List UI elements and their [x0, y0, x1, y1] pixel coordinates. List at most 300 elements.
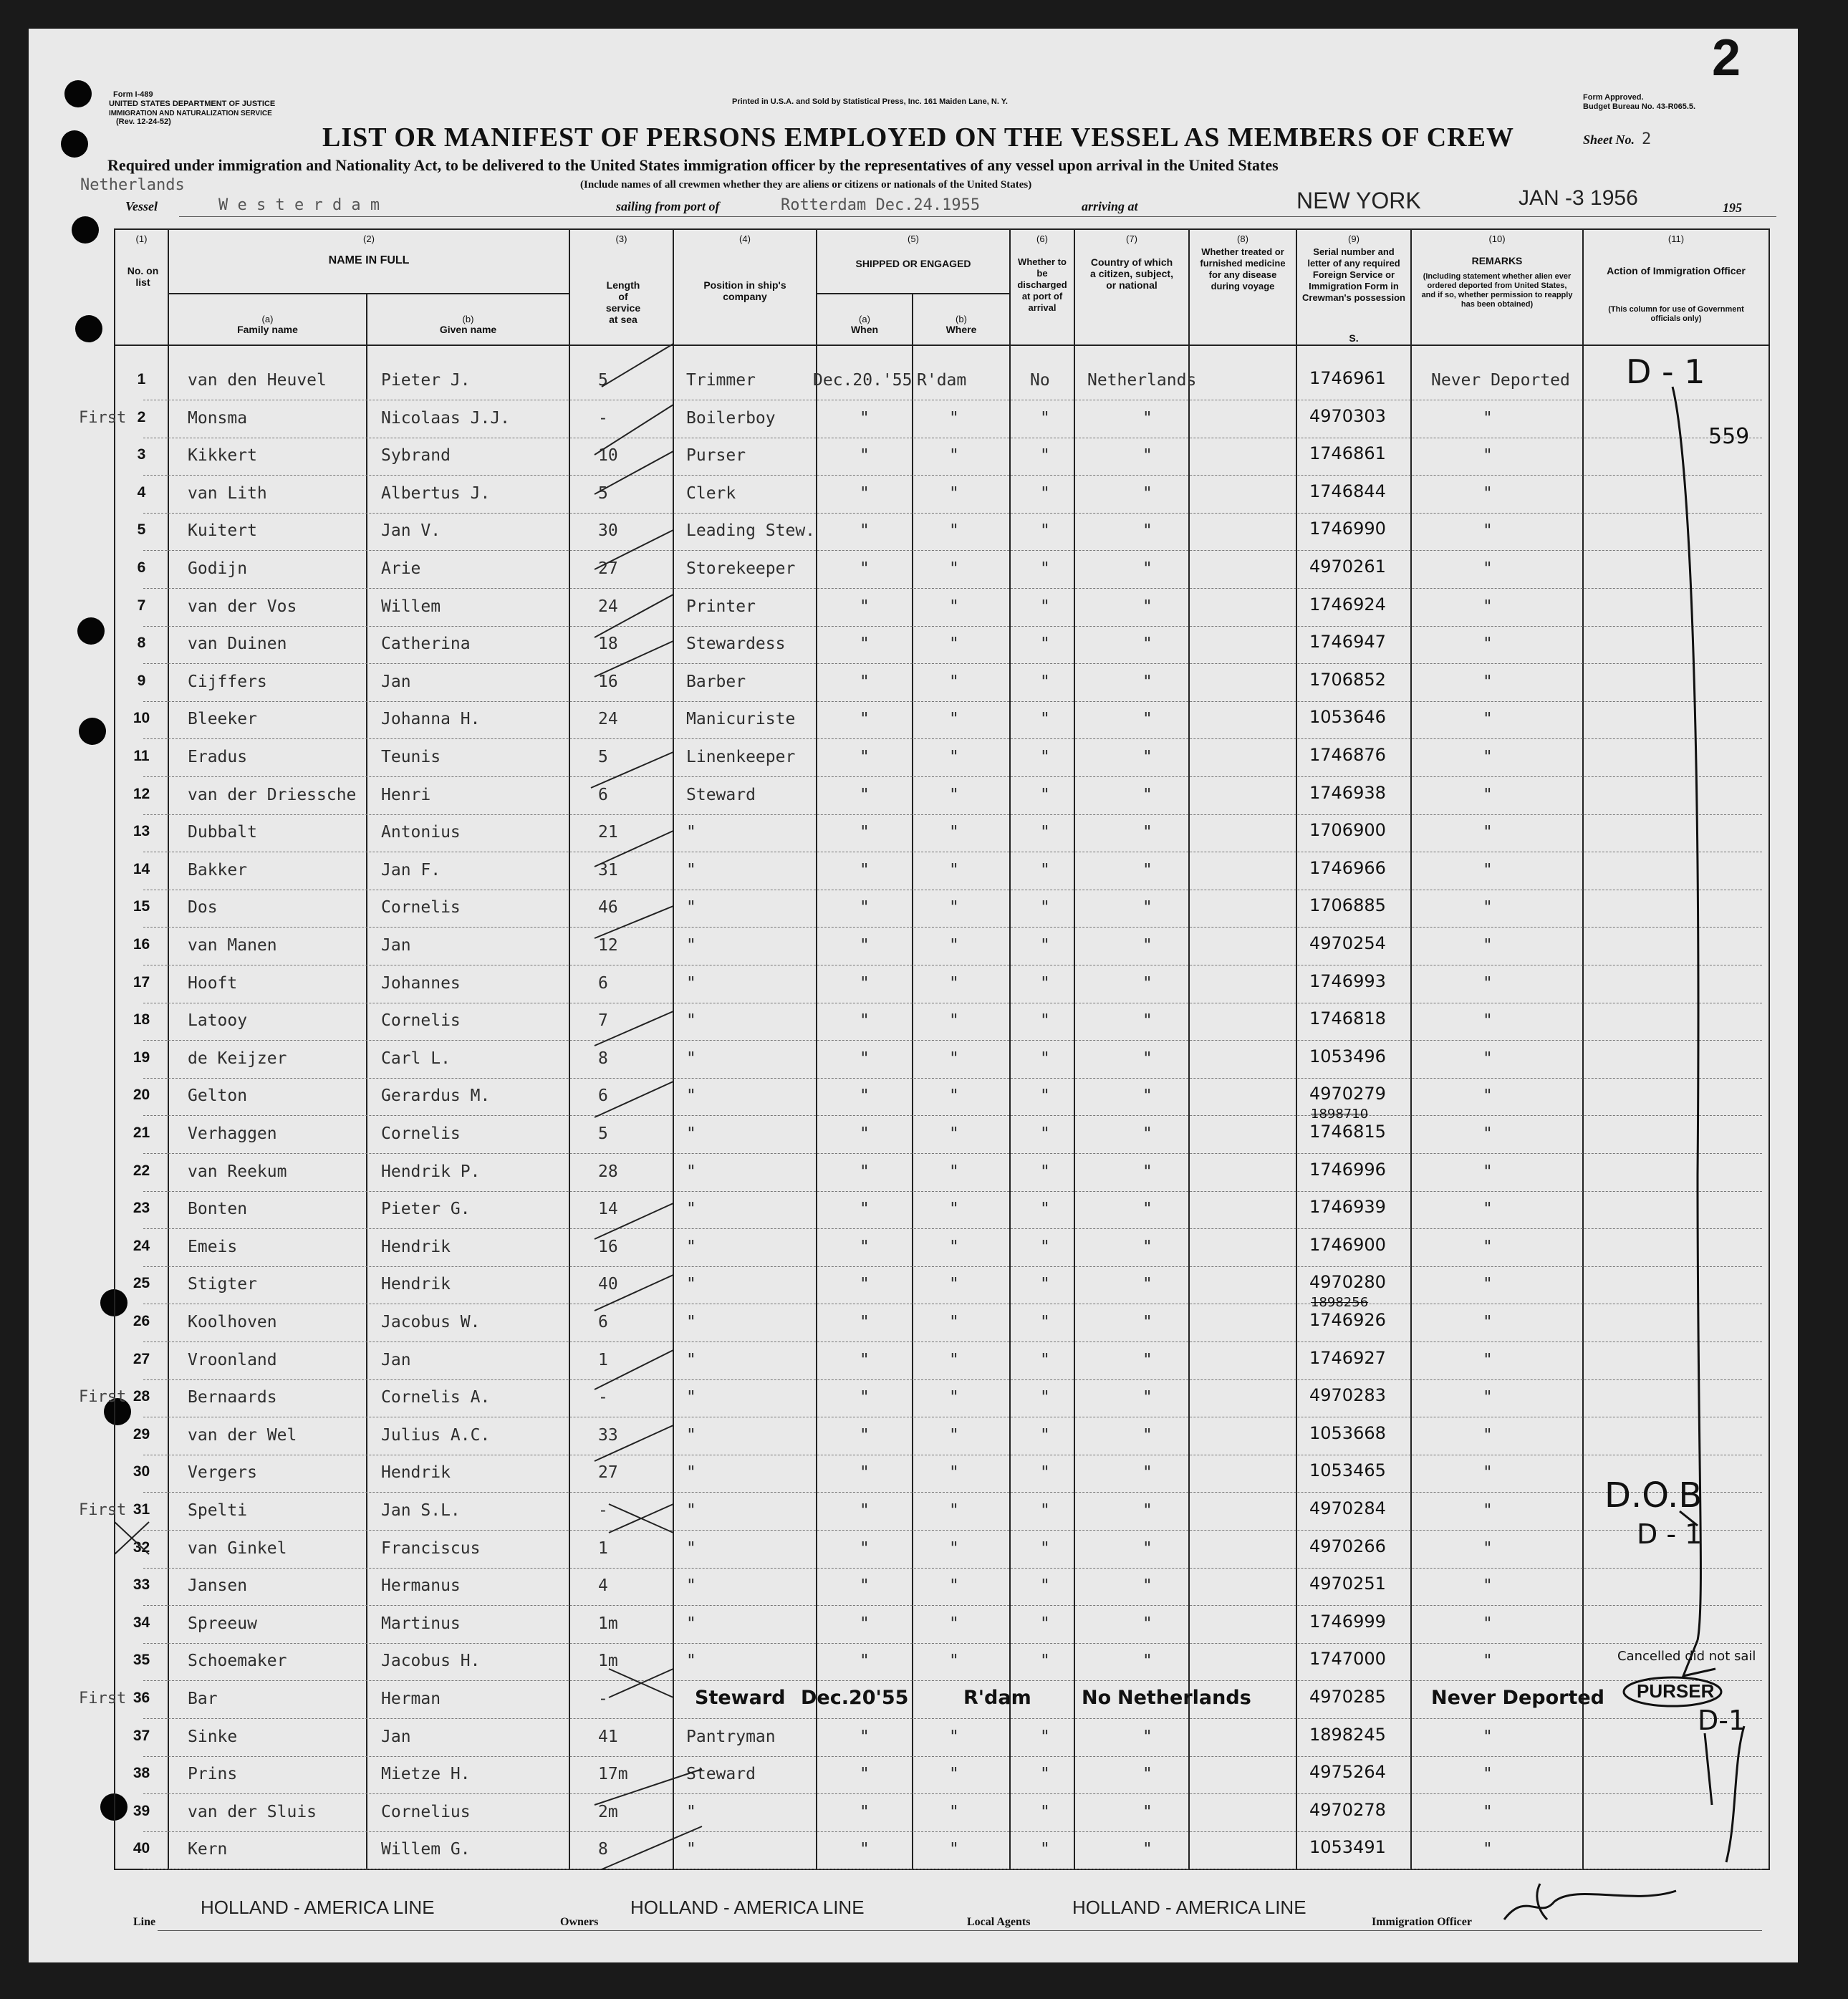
family-name: van Duinen	[188, 635, 287, 653]
shipped-when: "	[860, 1011, 870, 1030]
serial-number: 1746961	[1309, 368, 1386, 388]
position: "	[686, 1200, 696, 1218]
sheet-no-label: Sheet No.	[1583, 133, 1635, 147]
position: "	[686, 1501, 696, 1520]
serial-number: 1746999	[1309, 1612, 1386, 1632]
row-number: 29	[133, 1426, 150, 1442]
given-name: Jacobus W.	[381, 1313, 481, 1331]
row-number: 2	[137, 409, 146, 425]
given-name: Nicolaas J.J.	[381, 409, 511, 428]
row-number: 12	[133, 786, 150, 802]
serial-number: 4970251	[1309, 1574, 1386, 1594]
shipped-where: "	[949, 559, 959, 578]
remarks: "	[1483, 1803, 1493, 1821]
given-name: Johannes	[381, 974, 461, 993]
remarks: "	[1483, 521, 1493, 540]
remarks: Never Deported	[1431, 371, 1570, 390]
service-length: 40	[598, 1275, 618, 1294]
col10-sub: (Including statement whether alien ever ordered deported from United States, and if so, whether permission to reapply has been obtained)	[1421, 272, 1573, 309]
remarks: "	[1483, 1049, 1493, 1068]
shipped-where: "	[949, 1275, 959, 1294]
shipped-where: "	[949, 484, 959, 503]
family-name: van den Heuvel	[188, 371, 327, 390]
serial-number: 1746947	[1309, 632, 1386, 652]
serial-number: 1746990	[1309, 519, 1386, 539]
shipped-where: "	[949, 1501, 959, 1520]
year-suffix: 195	[1723, 201, 1742, 215]
given-name: Herman	[381, 1690, 441, 1708]
position: Clerk	[686, 484, 736, 503]
country: "	[1142, 1803, 1152, 1821]
discharge: "	[1040, 1614, 1050, 1633]
service-length: -	[598, 1690, 608, 1708]
family-name: Latooy	[188, 1011, 248, 1030]
service-length: 21	[598, 823, 618, 842]
first-trip-label: First	[79, 1501, 127, 1519]
position: Barber	[686, 673, 746, 691]
remarks: "	[1483, 446, 1493, 465]
shipped-when: "	[860, 1275, 870, 1294]
shipped-when: "	[860, 786, 870, 804]
given-name: Martinus	[381, 1614, 461, 1633]
remarks: "	[1483, 974, 1493, 993]
service-length: 10	[598, 446, 618, 465]
shipped-where: "	[949, 936, 959, 955]
family-name: Verhaggen	[188, 1124, 277, 1143]
footer-line-value: HOLLAND - AMERICA LINE	[201, 1897, 435, 1918]
country: "	[1142, 1728, 1152, 1746]
position: "	[686, 1351, 696, 1369]
family-name: Gelton	[188, 1087, 248, 1105]
service-length: 1m	[598, 1652, 618, 1670]
shipped-when: "	[860, 710, 870, 728]
shipped-where: "	[949, 1388, 959, 1407]
annotation-count: 559	[1708, 424, 1750, 449]
serial-number: 1746996	[1309, 1160, 1386, 1180]
given-name: Jan	[381, 673, 411, 691]
form-printer: Printed in U.S.A. and Sold by Statistical Press, Inc. 161 Maiden Lane, N. Y.	[732, 97, 1008, 106]
family-name: van der Wel	[188, 1426, 297, 1445]
service-length: 6	[598, 1087, 608, 1105]
remarks: "	[1483, 597, 1493, 616]
remarks: "	[1483, 635, 1493, 653]
position: "	[686, 1803, 696, 1821]
shipped-when: "	[860, 974, 870, 993]
shipped-when: "	[860, 1351, 870, 1369]
position: Manicuriste	[686, 710, 796, 728]
form-service: IMMIGRATION AND NATURALIZATION SERVICE	[109, 110, 272, 117]
country: "	[1142, 1426, 1152, 1445]
row-number: 32	[133, 1539, 150, 1556]
given-name: Mietze H.	[381, 1765, 471, 1783]
row25-old-serial: 1898256	[1311, 1295, 1369, 1310]
service-length: 8	[598, 1049, 608, 1068]
serial-number: 1746938	[1309, 783, 1386, 803]
row-number: 37	[133, 1728, 150, 1744]
shipped-when: "	[860, 748, 870, 766]
shipped-when: "	[860, 521, 870, 540]
discharge: "	[1040, 635, 1050, 653]
shipped-when: "	[860, 1463, 870, 1482]
include-text: (Include names of all crewmen whether they are aliens or citizens or nationals of the United States)	[580, 179, 1032, 191]
row-number: 34	[133, 1614, 150, 1631]
row-number: 28	[133, 1388, 150, 1405]
position: "	[686, 1275, 696, 1294]
given-name: Gerardus M.	[381, 1087, 491, 1105]
given-name: Pieter G.	[381, 1200, 471, 1218]
service-length: 17m	[598, 1765, 628, 1783]
service-length: 5	[598, 1124, 608, 1143]
family-name: Bonten	[188, 1200, 248, 1218]
footer-owners-value: HOLLAND - AMERICA LINE	[630, 1897, 865, 1918]
country: "	[1142, 1351, 1152, 1369]
shipped-where: "	[949, 1426, 959, 1445]
shipped-where: "	[949, 1765, 959, 1783]
discharge: "	[1040, 1501, 1050, 1520]
position: "	[686, 1539, 696, 1558]
row-number: 11	[133, 748, 150, 764]
discharge: "	[1040, 898, 1050, 917]
row-number: 17	[133, 974, 150, 991]
family-name: Sinke	[188, 1728, 238, 1746]
row20-old-serial: 1898710	[1311, 1107, 1369, 1122]
shipped-where: "	[949, 1238, 959, 1256]
discharge: "	[1040, 1728, 1050, 1746]
discharge: "	[1040, 1840, 1050, 1859]
page-title: LIST OR MANIFEST OF PERSONS EMPLOYED ON THE VESSEL AS MEMBERS OF CREW	[322, 122, 1514, 153]
row-number: 38	[133, 1765, 150, 1781]
shipped-where: R'dam	[917, 371, 967, 390]
col9-num: (9)	[1348, 233, 1359, 244]
remarks: "	[1483, 1539, 1493, 1558]
shipped-when: "	[860, 1652, 870, 1670]
footer-agents-value: HOLLAND - AMERICA LINE	[1072, 1897, 1306, 1918]
country: "	[1142, 521, 1152, 540]
family-name: Bleeker	[188, 710, 257, 728]
family-name: Prins	[188, 1765, 238, 1783]
remarks: "	[1483, 1840, 1493, 1859]
shipped-where: "	[949, 1351, 959, 1369]
sailing-value: Rotterdam Dec.24.1955	[781, 196, 981, 214]
service-length: 8	[598, 1840, 608, 1859]
shipped-where: "	[949, 786, 959, 804]
remarks: "	[1483, 1614, 1493, 1633]
country: "	[1142, 1124, 1152, 1143]
shipped-where: "	[949, 1728, 959, 1746]
first-trip-label: First	[79, 1388, 127, 1406]
country: "	[1142, 409, 1152, 428]
discharge: "	[1040, 823, 1050, 842]
country: "	[1142, 936, 1152, 955]
row-number: 23	[133, 1200, 150, 1216]
service-length: 5	[598, 484, 608, 503]
vessel-label: Vessel	[125, 199, 158, 213]
remarks: "	[1483, 1765, 1493, 1783]
position: Stewardess	[686, 635, 786, 653]
position: Purser	[686, 446, 746, 465]
country: "	[1142, 1011, 1152, 1030]
service-length: 46	[598, 898, 618, 917]
remarks: "	[1483, 673, 1493, 691]
position: "	[686, 1087, 696, 1105]
discharge: "	[1040, 1313, 1050, 1331]
col10-num: (10)	[1488, 233, 1506, 244]
given-name: Jan	[381, 1728, 411, 1746]
service-length: 6	[598, 974, 608, 993]
discharge: "	[1040, 1200, 1050, 1218]
row-number: 10	[133, 710, 150, 726]
col4-header: Position in ship's company	[703, 279, 786, 302]
country: "	[1142, 597, 1152, 616]
country: "	[1142, 1539, 1152, 1558]
country: "	[1142, 1765, 1152, 1783]
shipped-when: "	[860, 1388, 870, 1407]
discharge: "	[1040, 748, 1050, 766]
shipped-where: "	[949, 673, 959, 691]
row-number: 20	[133, 1087, 150, 1103]
remarks: "	[1483, 1313, 1493, 1331]
shipped-when: "	[860, 823, 870, 842]
first-trip-label: First	[79, 409, 127, 427]
service-length: 5	[598, 748, 608, 766]
country: "	[1142, 1652, 1152, 1670]
remarks: "	[1483, 484, 1493, 503]
discharge: "	[1040, 1124, 1050, 1143]
remarks: "	[1483, 1238, 1493, 1256]
serial-number: 1746926	[1309, 1310, 1386, 1330]
country: "	[1142, 748, 1152, 766]
annotation-cancelled: Cancelled did not sail	[1617, 1649, 1756, 1664]
family-name: Hooft	[188, 974, 238, 993]
given-name: Catherina	[381, 635, 471, 653]
family-name: Dubbalt	[188, 823, 257, 842]
service-length: 7	[598, 1011, 608, 1030]
given-name: Arie	[381, 559, 421, 578]
col4-num: (4)	[739, 233, 751, 244]
family-name: van der Driessche	[188, 786, 357, 804]
remarks: "	[1483, 1087, 1493, 1105]
country: "	[1142, 1200, 1152, 1218]
discharge: "	[1040, 1765, 1050, 1783]
shipped-when: Dec.20'55	[801, 1687, 909, 1709]
footer-officer-label: Immigration Officer	[1372, 1916, 1472, 1928]
row-number: 40	[133, 1840, 150, 1856]
service-length: -	[598, 1501, 608, 1520]
shipped-when: "	[860, 1124, 870, 1143]
shipped-where: "	[949, 635, 959, 653]
country: "	[1142, 446, 1152, 465]
discharge: "	[1040, 409, 1050, 428]
shipped-when: "	[860, 1840, 870, 1859]
shipped-when: "	[860, 1313, 870, 1331]
remarks: "	[1483, 748, 1493, 766]
col5a-header: When	[850, 324, 879, 335]
shipped-where: "	[949, 1576, 959, 1595]
given-name: Sybrand	[381, 446, 451, 465]
given-name: Cornelis	[381, 1124, 461, 1143]
position: "	[686, 1011, 696, 1030]
service-length: 1m	[598, 1614, 618, 1633]
service-length: -	[598, 409, 608, 428]
given-name: Carl L.	[381, 1049, 451, 1068]
row-number: 21	[133, 1124, 150, 1141]
row-number: 18	[133, 1011, 150, 1028]
remarks: "	[1483, 1351, 1493, 1369]
shipped-where: "	[949, 861, 959, 880]
col3-num: (3)	[615, 233, 627, 244]
col3-header: Length of service at sea	[605, 279, 641, 325]
remarks: Never Deported	[1431, 1687, 1604, 1709]
shipped-where: "	[949, 409, 959, 428]
col5b-num: (b)	[956, 314, 967, 324]
footer-owners-label: Owners	[560, 1916, 599, 1928]
shipped-when: "	[860, 1049, 870, 1068]
family-name: Eradus	[188, 748, 248, 766]
shipped-where: "	[949, 1162, 959, 1181]
manifest-sheet	[29, 29, 1798, 1962]
family-name: van der Vos	[188, 597, 297, 616]
given-name: Cornelis	[381, 898, 461, 917]
col2-header: NAME IN FULL	[328, 254, 410, 266]
family-name: van Manen	[188, 936, 277, 955]
serial-number: 1053668	[1309, 1423, 1386, 1443]
discharge: "	[1040, 1049, 1050, 1068]
serial-number: 1746927	[1309, 1348, 1386, 1368]
given-name: Jan V.	[381, 521, 441, 540]
discharge: "	[1040, 597, 1050, 616]
discharge: "	[1040, 1576, 1050, 1595]
discharge: "	[1040, 974, 1050, 993]
row-number: 19	[133, 1049, 150, 1066]
shipped-when: "	[860, 1087, 870, 1105]
shipped-when: "	[860, 861, 870, 880]
shipped-when: "	[860, 1501, 870, 1520]
shipped-when: "	[860, 635, 870, 653]
country: "	[1142, 1313, 1152, 1331]
position: "	[686, 1049, 696, 1068]
col2b-num: (b)	[462, 314, 474, 324]
service-length: 16	[598, 1238, 618, 1256]
serial-number: 1706885	[1309, 895, 1386, 915]
family-name: de Keijzer	[188, 1049, 287, 1068]
shipped-when: "	[860, 1803, 870, 1821]
remarks: "	[1483, 786, 1493, 804]
remarks: "	[1483, 898, 1493, 917]
given-name: Cornelis A.	[381, 1388, 491, 1407]
service-column-marks	[29, 29, 1798, 1962]
purser-stamp: PURSER	[1637, 1680, 1715, 1702]
family-name: van Ginkel	[188, 1539, 287, 1558]
discharge: "	[1040, 1162, 1050, 1181]
discharge: "	[1040, 1087, 1050, 1105]
family-name: Kern	[188, 1840, 228, 1859]
col5-num: (5)	[908, 233, 919, 244]
vessel-name: W e s t e r d a m	[218, 196, 380, 214]
row-number: 5	[137, 521, 146, 538]
family-name: Koolhoven	[188, 1313, 277, 1331]
shipped-where: "	[949, 446, 959, 465]
serial-number: 1053491	[1309, 1837, 1386, 1857]
discharge: "	[1040, 1011, 1050, 1030]
family-name: Vroonland	[188, 1351, 277, 1369]
serial-number: 4970278	[1309, 1800, 1386, 1820]
position: "	[686, 898, 696, 917]
position: Linenkeeper	[686, 748, 796, 766]
country: "	[1142, 673, 1152, 691]
given-name: Hendrik P.	[381, 1162, 481, 1181]
page-number: 2	[1712, 29, 1741, 87]
remarks: "	[1483, 1728, 1493, 1746]
discharge: "	[1040, 1388, 1050, 1407]
family-name: Bar	[188, 1690, 218, 1708]
shipped-where: "	[949, 1313, 959, 1331]
shipped-where: "	[949, 1087, 959, 1105]
family-name: Emeis	[188, 1238, 238, 1256]
discharge: "	[1040, 1652, 1050, 1670]
row-number: 6	[137, 559, 146, 576]
discharge: "	[1040, 1351, 1050, 1369]
given-name: Jan S.L.	[381, 1501, 461, 1520]
position: "	[686, 1426, 696, 1445]
remarks: "	[1483, 710, 1493, 728]
col5a-num: (a)	[859, 314, 870, 324]
country: "	[1142, 1614, 1152, 1633]
shipped-when: "	[860, 1765, 870, 1783]
footer-agents-label: Local Agents	[967, 1916, 1031, 1928]
family-name: Bernaards	[188, 1388, 277, 1407]
row-number: 9	[137, 673, 146, 689]
col2-num: (2)	[363, 233, 375, 244]
position: Trimmer	[686, 371, 756, 390]
serial-number: 1746815	[1309, 1122, 1386, 1142]
shipped-where: "	[949, 823, 959, 842]
required-text: Required under immigration and Nationality Act, to be delivered to the United States immigration officer by the representatives of any vessel upon arrival in the United States	[107, 156, 1279, 174]
serial-number: 1706852	[1309, 670, 1386, 690]
family-name: Kikkert	[188, 446, 257, 465]
arriving-value: NEW YORK	[1296, 188, 1421, 213]
family-name: Schoemaker	[188, 1652, 287, 1670]
position: "	[686, 1162, 696, 1181]
family-name: Bakker	[188, 861, 248, 880]
position: "	[686, 936, 696, 955]
col6-header: Whether to be discharged at port of arrival	[1017, 256, 1067, 313]
discharge: "	[1040, 1238, 1050, 1256]
family-name: Stigter	[188, 1275, 257, 1294]
remarks: "	[1483, 861, 1493, 880]
serial-number: 4970254	[1309, 933, 1386, 953]
discharge: "	[1040, 1426, 1050, 1445]
remarks: "	[1483, 1011, 1493, 1030]
serial-number: 1053465	[1309, 1460, 1386, 1480]
given-name: Pieter J.	[381, 371, 471, 390]
serial-number: 1746966	[1309, 858, 1386, 878]
serial-number: 1706900	[1309, 820, 1386, 840]
position: "	[686, 1614, 696, 1633]
family-name: Monsma	[188, 409, 248, 428]
given-name: Franciscus	[381, 1539, 481, 1558]
country: "	[1142, 1087, 1152, 1105]
col8-num: (8)	[1237, 233, 1248, 244]
shipped-where: "	[949, 1463, 959, 1482]
serial-number: 4970266	[1309, 1536, 1386, 1556]
annotation-d1-31: D - 1	[1637, 1518, 1703, 1550]
given-name: Willem	[381, 597, 441, 616]
given-name: Teunis	[381, 748, 441, 766]
sheet-no-value: 2	[1642, 130, 1652, 148]
given-name: Johanna H.	[381, 710, 481, 728]
col11-num: (11)	[1667, 233, 1685, 244]
shipped-when: "	[860, 409, 870, 428]
